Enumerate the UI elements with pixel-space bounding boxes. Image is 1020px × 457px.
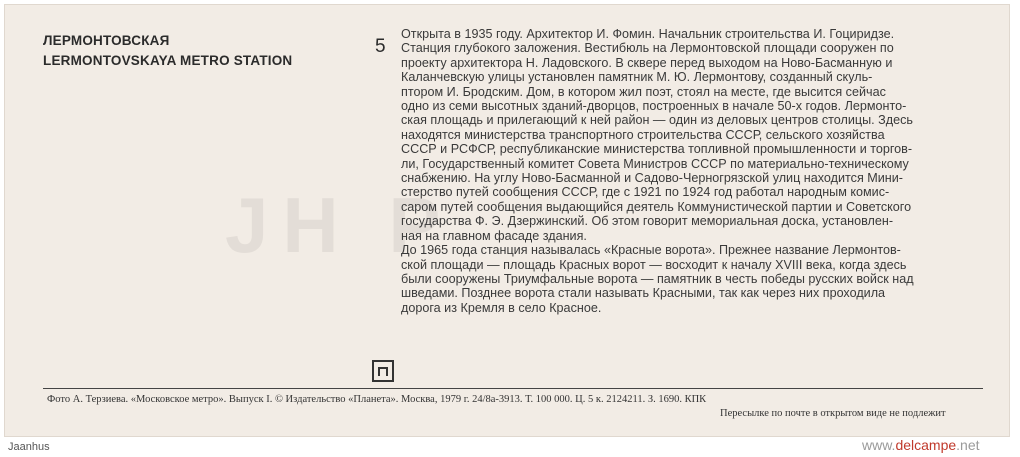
description-line: находятся министерства транспортного строительства СССР, сельского хозяйства [401, 127, 885, 142]
site-watermark [862, 437, 980, 453]
description-line: снабжению. На углу Ново-Басманной и Садово-Черногрязской улиц находится Мини- [401, 171, 903, 186]
description-line: ли, Государственный комитет Совета Министров СССР по материально-техническому [401, 156, 909, 171]
postcard-back [4, 4, 1010, 437]
card-number: 5 [375, 36, 386, 57]
description-line: До 1965 года станция называлась «Красные ворота». Прежнее название Лермонтов- [401, 243, 901, 258]
imprint-line: Фото А. Терзиева. «Московское метро». Выпуск I. © Издательство «Планета». Москва, 1979 г. 24/8а-3913. Т. 100 000. Ц. 5 к. 2124211. З. 1690. КПК [47, 394, 707, 405]
postal-notice: Пересылке по почте в открытом виде не подлежит [720, 408, 946, 419]
description-line: саром путей сообщения выдающийся деятель Коммунистической партии и Советского [401, 199, 912, 214]
description-line: ская площадь и прилегающий к ней район — один из деловых центров столицы. Здесь [401, 113, 913, 128]
description-line: Каланчевскую улицы установлен памятник М. Ю. Лермонтову, созданный скуль- [401, 70, 873, 85]
description-text [401, 27, 983, 315]
description-line: одно из семи высотных зданий-дворцов, построенных в начале 50-х годов. Лермонто- [401, 99, 907, 114]
description-line: дорога из Кремля в село Красное. [401, 300, 602, 315]
description-line: ской площади — площадь Красных ворот — восходит к началу XVIII века, когда здесь [401, 257, 907, 272]
seller-name: Jaanhus [8, 441, 50, 453]
station-title-ru: ЛЕРМОНТОВСКАЯ [43, 33, 170, 48]
publisher-logo-icon [372, 360, 394, 382]
station-title-en: LERMONTOVSKAYA METRO STATION [43, 53, 293, 68]
description-line: государства Ф. Э. Дзержинский. Об этом говорит мемориальная доска, установлен- [401, 214, 894, 229]
description-line: шведами. Позднее ворота стали называть Красными, так как через них проходила [401, 286, 886, 301]
description-line: СССР и РСФСР, республиканские министерства топливной промышленности и торгов- [401, 142, 913, 157]
description-line: были сооружены Триумфальные ворота — памятник в честь победы русских войск над [401, 271, 914, 286]
description-line: Станция глубокого заложения. Вестибюль на Лермонтовской площади сооружен по [401, 41, 894, 56]
site-prefix: www. [862, 437, 896, 453]
description-line: проекту архитектора Н. Ладовского. В сквере перед выходом на Ново-Басманную и [401, 55, 893, 70]
description-line: ная на главном фасаде здания. [401, 228, 587, 243]
divider [43, 388, 983, 389]
description-line: Открыта в 1935 году. Архитектор И. Фомин. Начальник строительства И. Гоциридзе. [401, 27, 895, 41]
description-line: стерство путей сообщения СССР, где с 1921 по 1924 год работал народным комис- [401, 185, 890, 200]
site-brand: delcampe [895, 437, 957, 453]
watermark: JH P [225, 181, 455, 269]
description-line: птором И. Бродским. Дом, в котором жил поэт, стоял на месте, где высится сейчас [401, 84, 886, 99]
site-suffix: .net [956, 437, 980, 453]
